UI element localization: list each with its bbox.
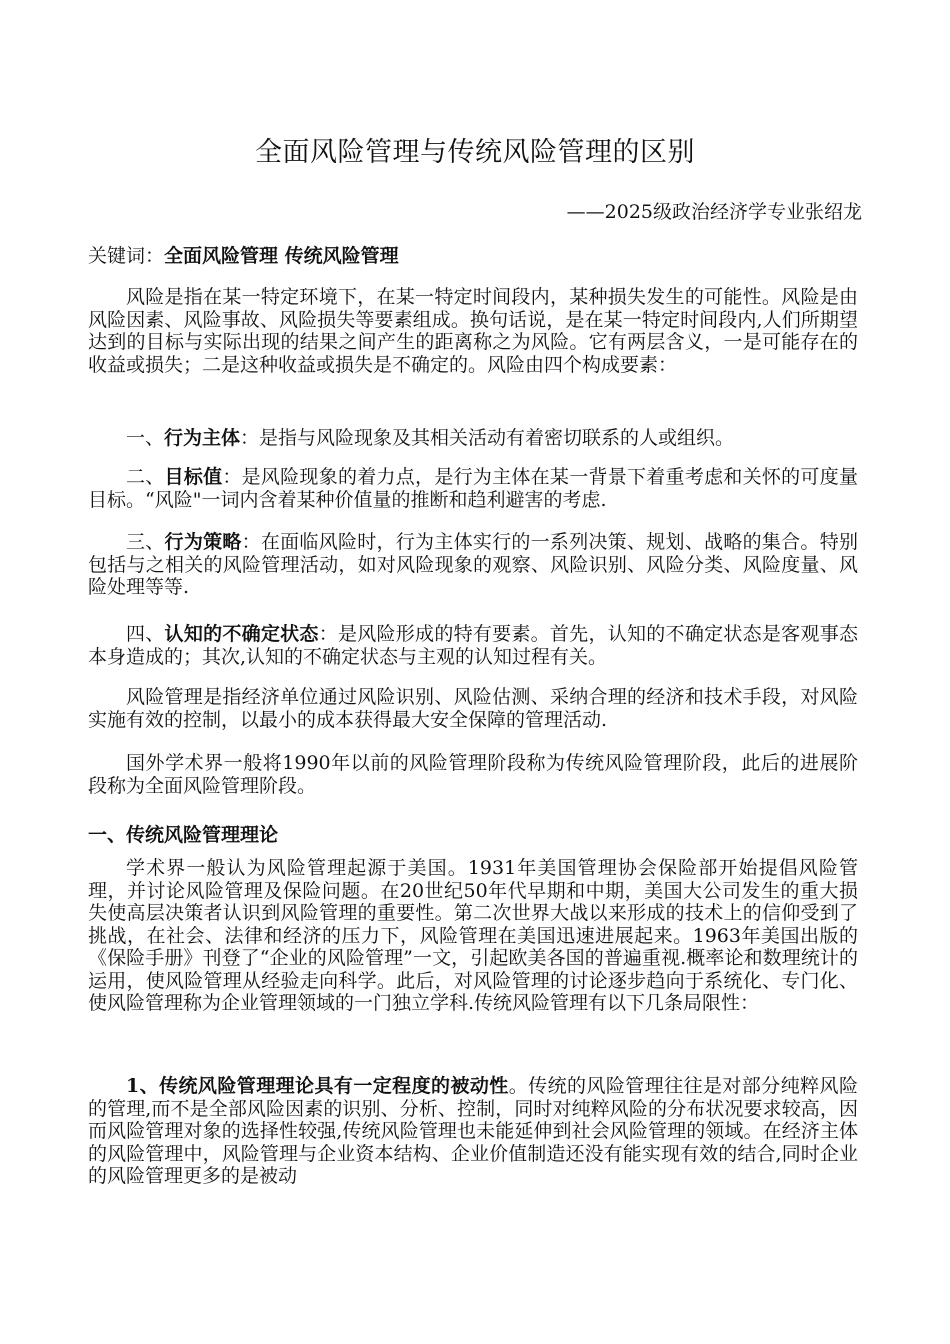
stages-paragraph: 国外学术界一般将1990年以前的风险管理阶段称为传统风险管理阶段，此后的进展阶段称为全面风险管理阶段。 — [88, 752, 858, 797]
element-4-prefix: 四、 — [126, 623, 165, 645]
element-3-text: ：在面临风险时，行为主体实行的一系列决策、规划、战略的集合。特别包括与之相关的风险管理活动，如对风险现象的观察、风险识别、风险分类、风险度量、风险处理等等. — [88, 531, 858, 598]
element-3-term: 行为策略 — [164, 531, 242, 553]
section-1-body: 学术界一般认为风险管理起源于美国。1931年美国管理协会保险部开始提倡风险管理，并讨论风险管理及保险问题。在20世纪50年代早期和中期，美国大公司发生的重大损失使高层决策者认识到风险管理的重要性。第二次世界大战以来形成的技术上的信仰受到了挑战，在社会、法律和经济的压力下，风险管理在美国迅速进展起来。1963年美国出版的《保险手册》刊登了“企业的风险管理”一文，引起欧美各国的普遍重视.概率论和数理统计的运用，使风险管理从经验走向科学。此后，对风险管理的讨论逐步趋向于系统化、专门化、使风险管理称为企业管理领域的一门独立学科.传统风险管理有以下几条局限性： — [88, 857, 858, 1014]
point-1-text: 。传统的风险管理往往是对部分纯粹风险的管理,而不是全部风险因素的识别、分析、控制，同时对纯粹风险的分布状况要求较高，因而风险管理对象的选择性较强,传统风险管理也未能延伸到社会风险管理的领域。在经济主体的风险管理中，风险管理与企业资本结构、企业价值制造还没有能实现有效的结合,同时企业的风险管理更多的是被动 — [88, 1075, 858, 1187]
element-1-term: 行为主体 — [164, 427, 241, 449]
author-byline: ——2025级政治经济学专业张绍龙 — [566, 201, 862, 223]
point-1-paragraph — [88, 1075, 858, 1188]
definition-paragraph: 风险管理是指经济单位通过风险识别、风险估测、采纳合理的经济和技术手段，对风险实施有效的控制，以最小的成本获得最大安全保障的管理活动. — [88, 686, 858, 731]
element-3-prefix: 三、 — [126, 531, 165, 553]
element-4-term: 认知的不确定状态 — [164, 623, 319, 645]
element-3-paragraph — [88, 531, 858, 599]
element-4-paragraph — [88, 623, 858, 668]
element-1-paragraph — [88, 427, 858, 450]
element-2-paragraph — [88, 466, 858, 511]
keywords-value: 全面风险管理 传统风险管理 — [164, 245, 399, 267]
point-1-term: 1、传统风险管理理论具有一定程度的被动性 — [126, 1075, 509, 1097]
element-4-text: ：是风险形成的特有要素。首先，认知的不确定状态是客观事态本身造成的；其次,认知的不确定状态与主观的认知过程有关。 — [88, 623, 858, 668]
element-2-prefix: 二、 — [126, 466, 165, 488]
section-1-heading: 一、传统风险管理理论 — [88, 824, 279, 846]
intro-paragraph: 风险是指在某一特定环境下，在某一特定时间段内，某种损失发生的可能性。风险是由风险因素、风险事故、风险损失等要素组成。换句话说，是在某一特定时间段内,人们所期望达到的目标与实际出现的结果之间产生的距离称之为风险。它有两层含义，一是可能存在的收益或损失；二是这种收益或损失是不确定的。风险由四个构成要素： — [88, 286, 858, 376]
element-1-text: ：是指与风险现象及其相关活动有着密切联系的人或组织。 — [240, 427, 735, 449]
keywords-label: 关键词： — [88, 245, 165, 267]
element-1-prefix: 一、 — [126, 427, 165, 449]
keywords-line — [88, 241, 399, 268]
element-2-text: ：是风险现象的着力点，是行为主体在某一背景下着重考虑和关怀的可度量目标。“风险"一词内含着某种价值量的推断和趋利避害的考虑. — [88, 466, 858, 511]
document-title: 全面风险管理与传统风险管理的区别 — [255, 137, 695, 168]
element-2-term: 目标值 — [164, 466, 223, 488]
